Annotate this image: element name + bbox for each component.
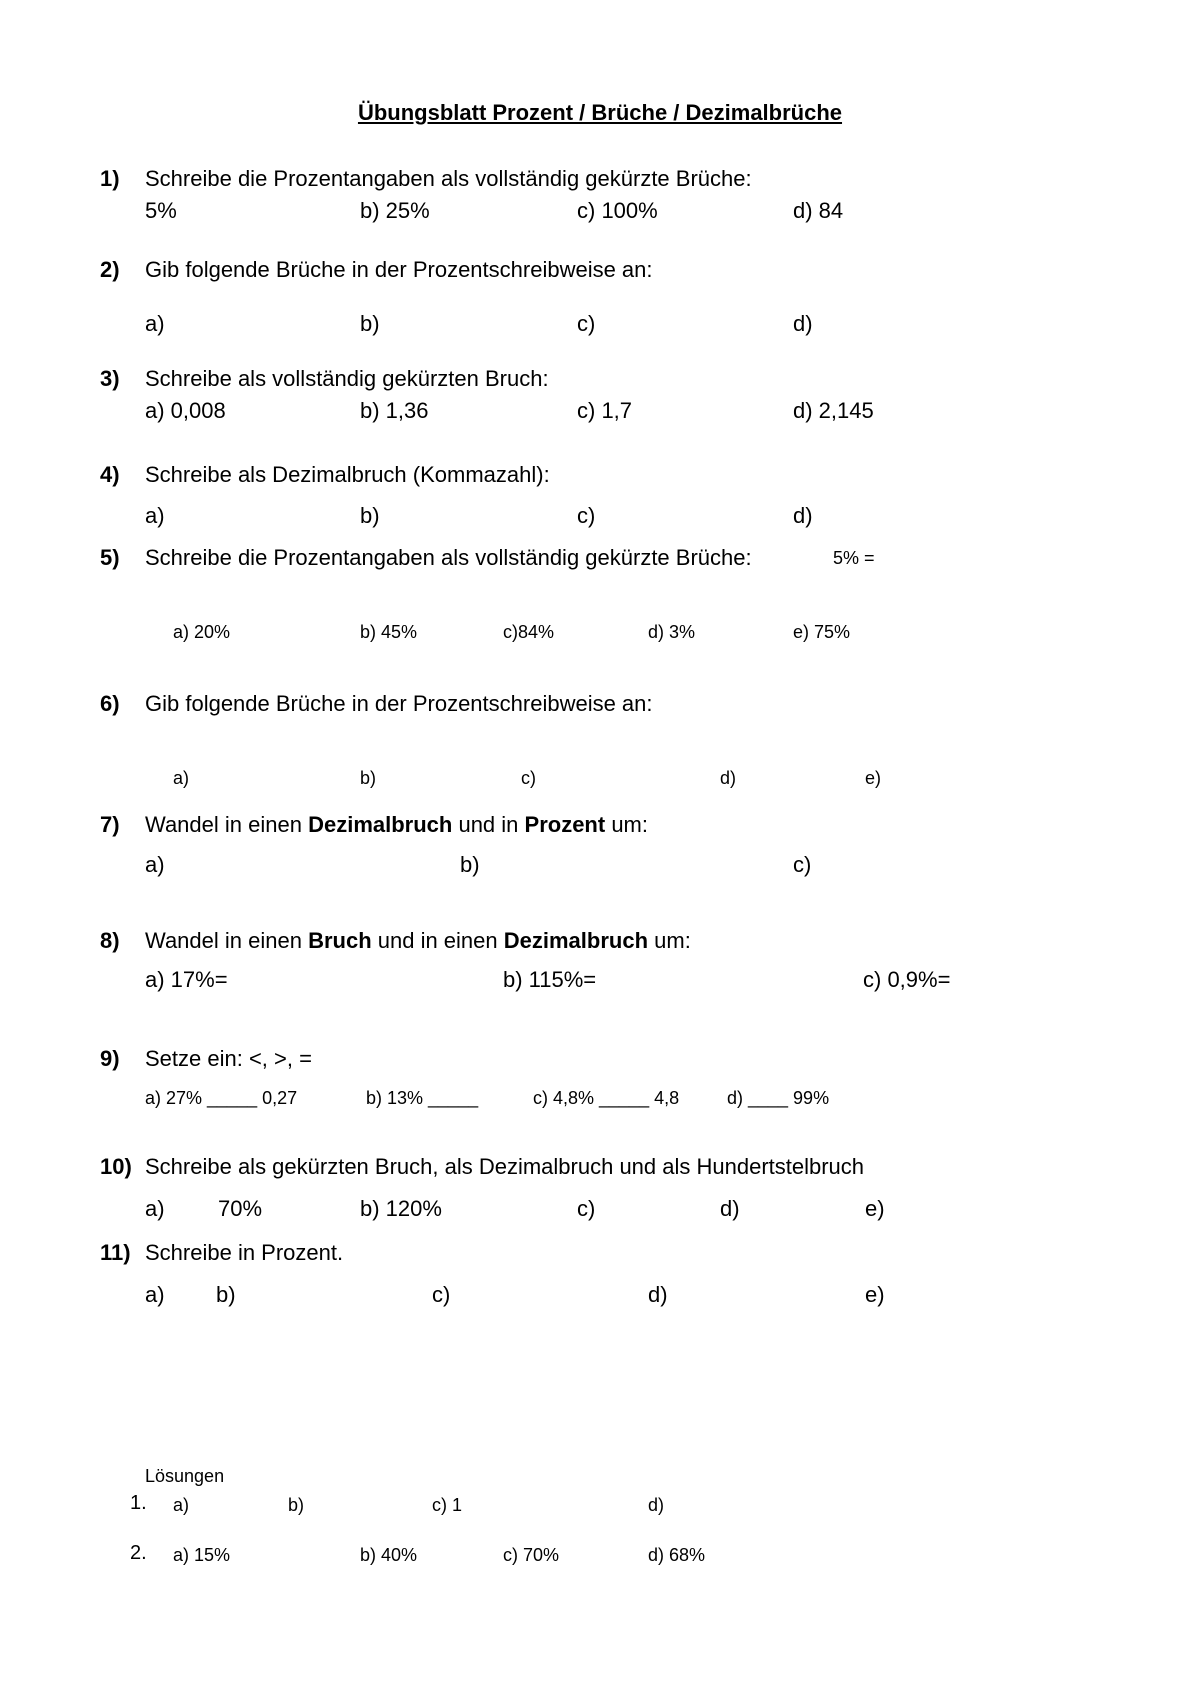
- q11-item-c: c): [432, 1282, 451, 1307]
- q1-text: Schreibe die Prozentangaben als vollständig gekürzte Brüche:: [145, 166, 752, 191]
- solution-1-number: 1.: [130, 1492, 147, 1514]
- q5-item-b: b) 45%: [360, 622, 418, 642]
- q2-item-a: a): [145, 311, 165, 336]
- q11-item-a: a): [145, 1282, 165, 1307]
- q6-item-b: b): [360, 768, 377, 788]
- page-title: Übungsblatt Prozent / Brüche / Dezimalbrüche: [357, 100, 843, 125]
- q5-item-d: d) 3%: [648, 622, 696, 642]
- q5-number: 5): [100, 545, 120, 570]
- q4-item-b: b): [360, 503, 380, 528]
- q8-item-a: a) 17%=: [145, 967, 228, 992]
- q4-number: 4): [100, 462, 120, 487]
- q10-item-c: c): [577, 1196, 596, 1221]
- q4-item-d: d): [793, 503, 813, 528]
- q7-text: Wandel in einen Dezimalbruch und in Prozent um:: [145, 812, 648, 837]
- solution-2-item-c: c) 70%: [503, 1545, 560, 1565]
- q1-number: 1): [100, 166, 120, 191]
- q8-number: 8): [100, 928, 120, 953]
- q10-item-d: d): [720, 1196, 740, 1221]
- q10-item-a-value: 70%: [218, 1196, 263, 1221]
- q2-item-d: d): [793, 311, 813, 336]
- solutions-label: Lösungen: [145, 1466, 225, 1486]
- q2-text: Gib folgende Brüche in der Prozentschreibweise an:: [145, 257, 653, 282]
- solution-2-number: 2.: [130, 1542, 147, 1564]
- solution-2-item-b: b) 40%: [360, 1545, 418, 1565]
- q5-extra: 5% =: [833, 548, 875, 568]
- q8-item-b: b) 115%=: [503, 967, 597, 992]
- q3-text: Schreibe als vollständig gekürzten Bruch:: [145, 366, 549, 391]
- q2-item-b: b): [360, 311, 380, 336]
- q3-item-b: b) 1,36: [360, 398, 429, 423]
- q8-bold-1: Bruch: [308, 928, 372, 953]
- q10-number: 10): [100, 1154, 132, 1179]
- q8-bold-2: Dezimalbruch: [503, 928, 649, 953]
- q10-item-a: a): [145, 1196, 165, 1221]
- q9-text: Setze ein: <, >, =: [145, 1046, 312, 1071]
- solution-2-item-d: d) 68%: [648, 1545, 706, 1565]
- q10-text: Schreibe als gekürzten Bruch, als Dezimalbruch und als Hundertstelbruch: [145, 1154, 865, 1179]
- q2-number: 2): [100, 257, 120, 282]
- q11-number: 11): [100, 1240, 131, 1265]
- q6-item-a: a): [173, 768, 190, 788]
- q6-item-c: c): [521, 768, 536, 788]
- q6-text: Gib folgende Brüche in der Prozentschreibweise an:: [145, 691, 653, 716]
- q2-item-c: c): [577, 311, 596, 336]
- q9-item-b: b) 13% _____: [366, 1088, 479, 1108]
- q8-text: Wandel in einen Bruch und in einen Dezimalbruch um:: [145, 928, 691, 953]
- q7-bold-2: Prozent: [524, 812, 606, 837]
- q3-item-c: c) 1,7: [577, 398, 633, 423]
- q11-item-e: e): [865, 1282, 885, 1307]
- q11-text: Schreibe in Prozent.: [145, 1240, 344, 1265]
- q5-item-a: a) 20%: [173, 622, 231, 642]
- q8-item-c: c) 0,9%=: [863, 967, 951, 992]
- q9-number: 9): [100, 1046, 120, 1071]
- q5-item-e: e) 75%: [793, 622, 851, 642]
- solution-1-item-d: d): [648, 1495, 665, 1515]
- q1-item-a: 5%: [145, 198, 177, 223]
- q7-item-a: a): [145, 852, 165, 877]
- q9-item-d: d) ____ 99%: [727, 1088, 830, 1108]
- q5-text: Schreibe die Prozentangaben als vollständig gekürzte Brüche:: [145, 545, 752, 570]
- q11-item-b: b): [216, 1282, 236, 1307]
- q6-item-d: d): [720, 768, 737, 788]
- q7-item-b: b): [460, 852, 480, 877]
- q1-item-c: c) 100%: [577, 198, 658, 223]
- q9-item-c: c) 4,8% _____ 4,8: [533, 1088, 680, 1108]
- q6-number: 6): [100, 691, 120, 716]
- solution-1-item-a: a): [173, 1495, 190, 1515]
- solution-1-item-c: c) 1: [432, 1495, 463, 1515]
- q5-item-c: c)84%: [503, 622, 555, 642]
- solution-2-item-a: a) 15%: [173, 1545, 231, 1565]
- q7-bold-1: Dezimalbruch: [308, 812, 453, 837]
- q4-item-c: c): [577, 503, 596, 528]
- q11-item-d: d): [648, 1282, 668, 1307]
- q4-text: Schreibe als Dezimalbruch (Kommazahl):: [145, 462, 550, 487]
- q3-number: 3): [100, 366, 120, 391]
- q3-item-a: a) 0,008: [145, 398, 226, 423]
- q7-number: 7): [100, 812, 120, 837]
- q1-item-d: d) 84: [793, 198, 844, 223]
- q3-item-d: d) 2,145: [793, 398, 874, 423]
- q1-item-b: b) 25%: [360, 198, 430, 223]
- q10-item-b: b) 120%: [360, 1196, 442, 1221]
- q10-item-e: e): [865, 1196, 885, 1221]
- solution-1-item-b: b): [288, 1495, 305, 1515]
- q4-item-a: a): [145, 503, 165, 528]
- q7-item-c: c): [793, 852, 812, 877]
- q6-item-e: e): [865, 768, 882, 788]
- q9-item-a: a) 27% _____ 0,27: [145, 1088, 298, 1108]
